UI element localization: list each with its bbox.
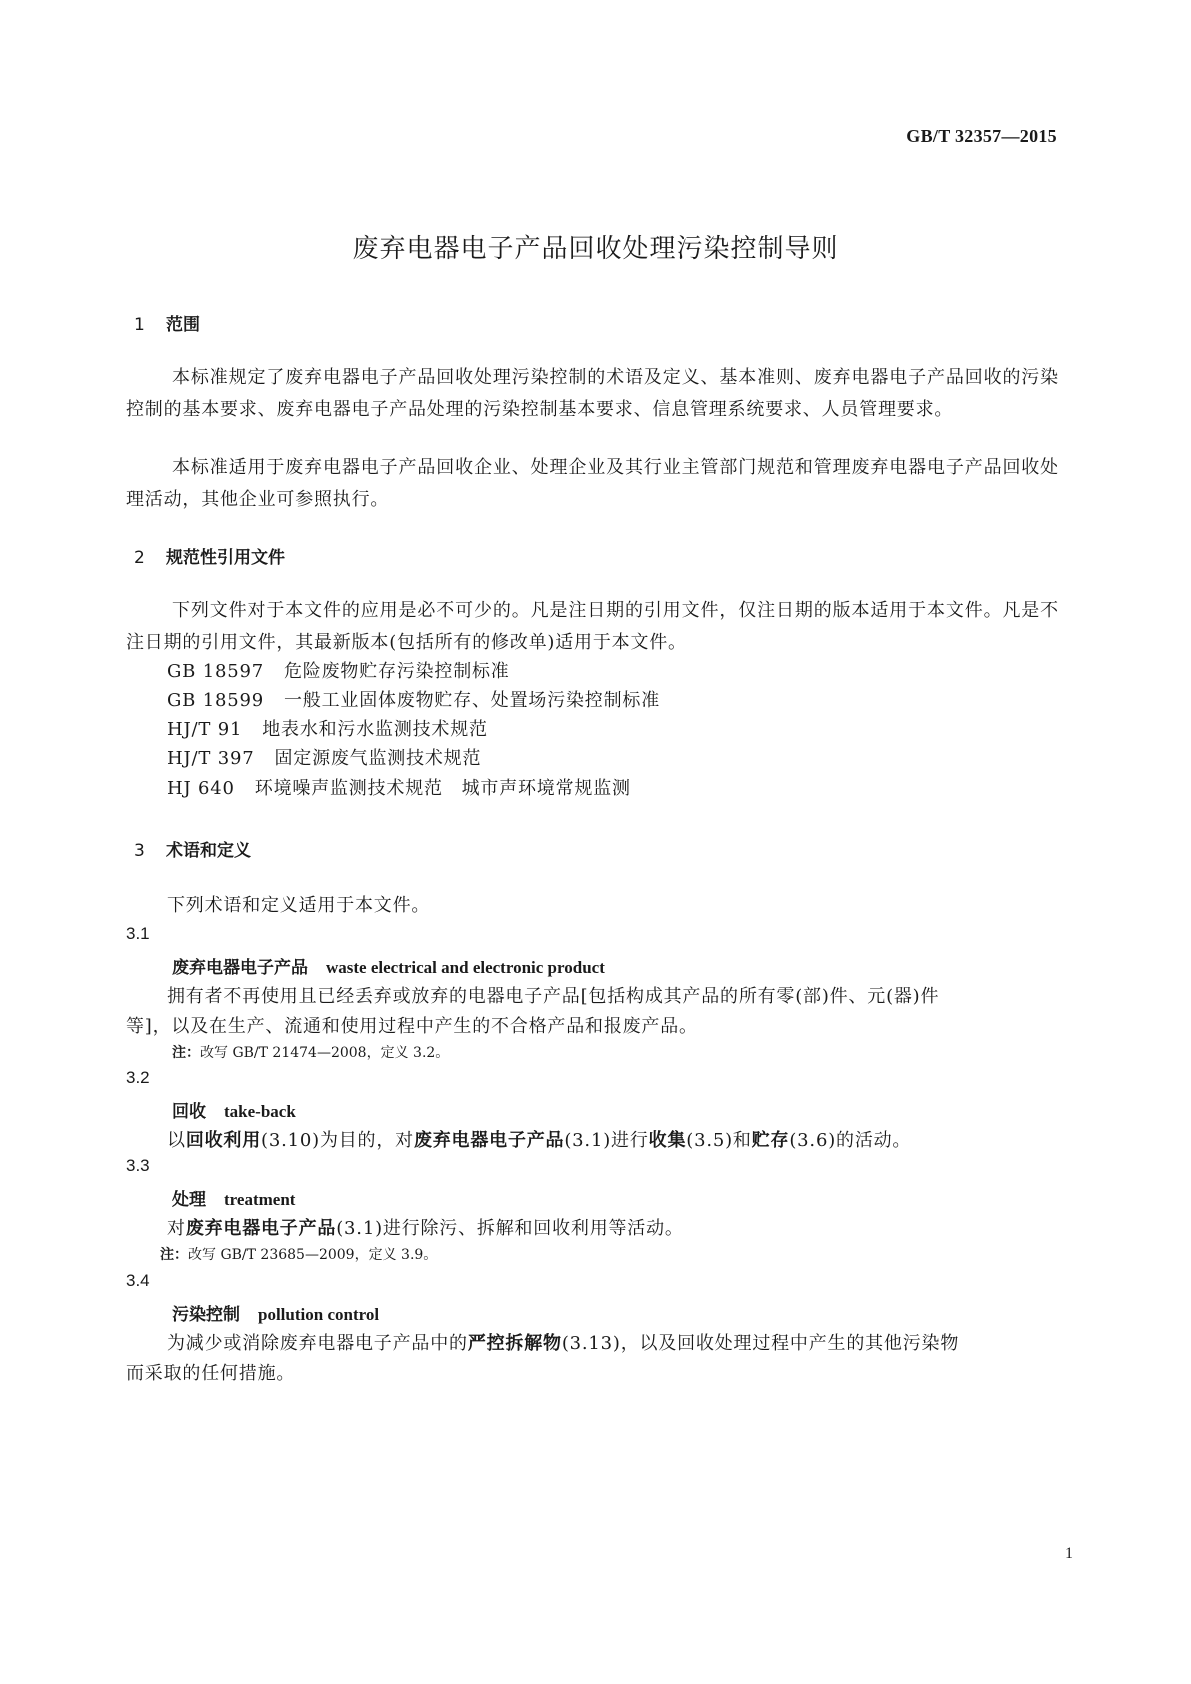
term-reference: 废弃电器电子产品 xyxy=(185,1218,337,1239)
term-definition-line xyxy=(167,1126,911,1152)
definition-text: 以 xyxy=(167,1130,186,1151)
standard-code: GB/T 32357—2015 xyxy=(906,126,1057,146)
reference-title: 一般工业固体废物贮存、处置场污染控制标准 xyxy=(284,690,660,711)
definition-text: (3.1)进行除污、拆解和回收利用等活动。 xyxy=(336,1218,684,1239)
reference-title: 地表水和污水监测技术规范 xyxy=(262,719,488,740)
reference-code: HJ/T 91 xyxy=(167,719,243,740)
term-definition-line xyxy=(167,1214,684,1240)
term-heading xyxy=(172,1097,296,1122)
term-reference: 收集 xyxy=(648,1130,687,1151)
note-text: 改写 GB/T 23685—2009，定义 3.9。 xyxy=(188,1247,438,1263)
term-english: waste electrical and electronic product xyxy=(326,958,605,977)
term-chinese: 污染控制 xyxy=(172,1305,240,1325)
page-number: 1 xyxy=(1065,1545,1073,1562)
note-label: 注： xyxy=(160,1247,188,1263)
term-english: pollution control xyxy=(258,1305,380,1324)
definition-text: (3.6)的活动。 xyxy=(789,1130,912,1151)
term-reference: 严控拆解物 xyxy=(467,1333,562,1354)
term-note xyxy=(172,1042,449,1062)
clause-number: 3.4 xyxy=(126,1271,150,1290)
reference-item xyxy=(167,715,488,741)
section-3-intro: 下列术语和定义适用于本文件。 xyxy=(167,895,431,916)
definition-text: (3.5)和 xyxy=(686,1130,752,1151)
section-1-paragraph-2: 本标准适用于废弃电器电子产品回收企业、处理企业及其行业主管部门规范和管理废弃电器电子产品回收处理活动，其他企业可参照执行。 xyxy=(126,457,1059,510)
term-english: take-back xyxy=(224,1102,296,1121)
term-definition-line: 等]，以及在生产、流通和使用过程中产生的不合格产品和报废产品。 xyxy=(126,1016,698,1037)
clause-number: 3.3 xyxy=(126,1156,150,1175)
term-definition-line: 拥有者不再使用且已经丢弃或放弃的电器电子产品[包括构成其产品的所有零(部)件、元(器)件 xyxy=(167,986,940,1007)
section-number: 1 xyxy=(134,315,145,335)
section-1-paragraph-1: 本标准规定了废弃电器电子产品回收处理污染控制的术语及定义、基本准则、废弃电器电子产品回收的污染控制的基本要求、废弃电器电子产品处理的污染控制基本要求、信息管理系统要求、人员管理要求。 xyxy=(126,367,1059,420)
term-reference: 贮存 xyxy=(751,1130,790,1151)
reference-title: 危险废物贮存污染控制标准 xyxy=(284,661,510,682)
reference-item xyxy=(167,686,660,712)
clause-number: 3.2 xyxy=(126,1068,150,1087)
reference-code: HJ/T 397 xyxy=(167,748,255,769)
section-number: 3 xyxy=(134,841,145,861)
definition-text: (3.1)进行 xyxy=(564,1130,649,1151)
term-reference: 废弃电器电子产品 xyxy=(413,1130,565,1151)
term-chinese: 废弃电器电子产品 xyxy=(172,958,308,978)
term-definition-line: 而采取的任何措施。 xyxy=(126,1363,296,1384)
reference-title: 固定源废气监测技术规范 xyxy=(274,748,482,769)
section-2-paragraph-1: 下列文件对于本文件的应用是必不可少的。凡是注日期的引用文件，仅注日期的版本适用于本文件。凡是不注日期的引用文件，其最新版本(包括所有的修改单)适用于本文件。 xyxy=(126,600,1059,653)
note-text: 改写 GB/T 21474—2008，定义 3.2。 xyxy=(200,1045,450,1061)
term-heading xyxy=(172,1185,295,1210)
section-title: 规范性引用文件 xyxy=(166,548,285,568)
term-heading xyxy=(172,1300,379,1325)
term-chinese: 处理 xyxy=(172,1190,206,1210)
reference-code: GB 18597 xyxy=(167,661,264,682)
reference-item xyxy=(167,744,481,770)
section-number: 2 xyxy=(134,548,145,568)
reference-code: GB 18599 xyxy=(167,690,264,711)
definition-text: (3.10)为目的，对 xyxy=(261,1130,414,1151)
term-chinese: 回收 xyxy=(172,1102,206,1122)
reference-item xyxy=(167,774,631,800)
term-reference: 回收利用 xyxy=(185,1130,262,1151)
definition-text: 为减少或消除废弃电器电子产品中的 xyxy=(167,1333,468,1354)
term-note xyxy=(160,1244,437,1264)
clause-number: 3.1 xyxy=(126,924,150,943)
section-1-heading xyxy=(134,310,200,335)
term-heading xyxy=(172,953,605,978)
reference-item xyxy=(167,657,510,683)
document-title: 废弃电器电子产品回收处理污染控制导则 xyxy=(352,234,839,264)
definition-text: (3.13)，以及回收处理过程中产生的其他污染物 xyxy=(561,1333,960,1354)
term-english: treatment xyxy=(224,1190,296,1209)
term-definition-line xyxy=(167,1329,959,1355)
section-title: 范围 xyxy=(166,315,200,335)
reference-code: HJ 640 xyxy=(167,778,235,799)
section-3-heading xyxy=(134,836,251,861)
section-title: 术语和定义 xyxy=(166,841,251,861)
reference-title: 环境噪声监测技术规范 城市声环境常规监测 xyxy=(254,778,631,799)
note-label: 注： xyxy=(172,1045,200,1061)
definition-text: 对 xyxy=(167,1218,186,1239)
section-2-heading xyxy=(134,543,285,568)
